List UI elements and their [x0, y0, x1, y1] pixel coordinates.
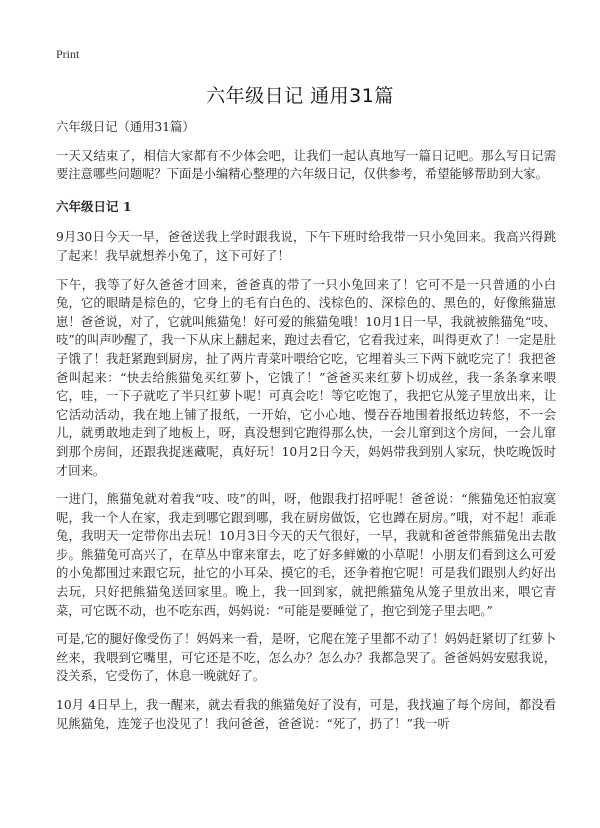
section-heading: 六年级日记 1	[56, 198, 132, 214]
diary-paragraph: 9月30日今天一早，爸爸送我上学时跟我说，下午下班时给我带一只小兔回来。我高兴得跳了起来！我早就想养小兔了，这下可好了！	[56, 230, 556, 263]
intro-paragraph: 一天又结束了，相信大家都有不少体会吧，让我们一起认真地写一篇日记吧。那么写日记需要注意哪些问题呢？下面是小编精心整理的六年级日记，仅供参考，希望能够帮助到大家。	[56, 148, 556, 182]
diary-paragraph: 下午，我等了好久爸爸才回来，爸爸真的带了一只小兔回来了！它可不是一只普通的小白兔，它的眼睛是棕色的，它身上的毛有白色的、浅棕色的、深棕色的、黑色的，好像熊猫崽崽！爸爸说，对了，它就叫熊猫兔！好可爱的熊猫兔哦！10月1日一早，我就被熊猫兔“吱、吱”的叫声吵醒了，我一下从床上翻起来，跑过去看它，它看我过来，叫得更欢了！一定是肚子饿了！我赶紧跑到厨房，扯了两片青菜叶喂给它吃，它埋着头三下两下就吃完了！我把爸爸叫起来：“快去给熊猫兔买红萝卜，它饿了！”爸爸买来红萝卜切成丝，我一条条拿来喂它，哇，一下子就吃了半只红萝卜呢！可真会吃！等它吃饱了，我把它从笼子里放出来，让它活动活动，我在地上铺了报纸，一开始，它小心地、慢吞吞地围着报纸边转悠，不一会儿，就勇敢地走到了地板上，呀，真没想到它跑得那么快，一会儿窜到这个房间，一会儿窜到那个房间，还跟我捉迷藏呢，真好玩！10月2日今天，妈妈带我到别人家玩，快吃晚饭时才回来。	[56, 277, 556, 478]
document-body	[56, 118, 556, 743]
diary-paragraph: 一进门，熊猫兔就对着我“吱、吱”的叫，呀，他跟我打招呼呢！爸爸说：“熊猫兔还怕寂寞呢，我一个人在家，我走到哪它跟到哪，我在厨房做饭，它也蹲在厨房。”哦，对不起！乖乖兔，我明天一定带你出去玩！10月3日今天的天气很好，一早，我就和爸爸带熊猫兔出去散步。熊猫兔可高兴了，在草丛中窜来窜去，吃了好多鲜嫩的小草呢！小朋友们看到这么可爱的小兔都围过来跟它玩，扯它的小耳朵、摸它的毛，还争着抱它呢！可是我们跟别人约好出去玩，只好把熊猫兔送回家里。晚上，我一回到家，就把熊猫兔从笼子里放出来，喂它青菜，可它既不动，也不吃东西，妈妈说：“可能是要睡觉了，抱它到笼子里去吧。”	[56, 492, 556, 618]
diary-paragraph: 可是,它的腿好像受伤了！妈妈来一看，是呀，它爬在笼子里都不动了！妈妈赶紧切了红萝卜丝来，我喂到它嘴里，可它还是不吃，怎么办？怎么办？我都急哭了。爸爸妈妈安慰我说，没关系，它受伤了，休息一晚就好了。	[56, 632, 556, 684]
print-label[interactable]: Print	[56, 47, 80, 61]
document-subtitle: 六年级日记（通用31篇）	[56, 120, 195, 134]
page-title: 六年级日记 通用31篇	[206, 85, 394, 107]
diary-paragraph: 10月 4日早上，我一醒来，就去看我的熊猫兔好了没有，可是，我找遍了每个房间，都没看见熊猫兔，连笼子也没见了！我问爸爸，爸爸说：“死了，扔了！”我一听	[56, 698, 556, 731]
